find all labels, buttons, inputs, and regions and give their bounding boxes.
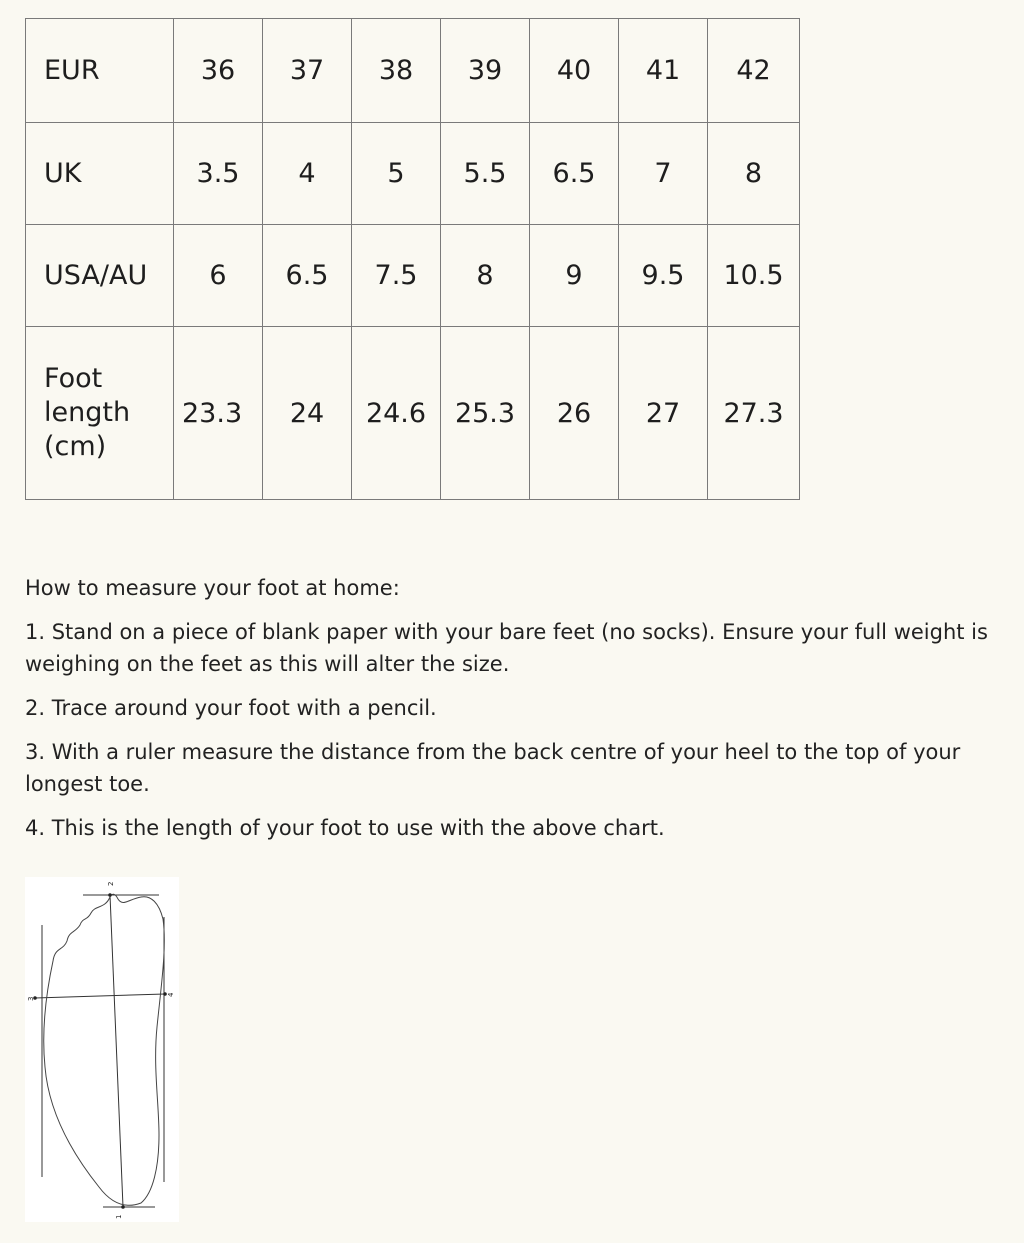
row-label-eur: EUR bbox=[26, 19, 174, 123]
row-label-line: length bbox=[44, 397, 131, 428]
point-marker-icon bbox=[108, 893, 112, 897]
instruction-step: 4. This is the length of your foot to use with the above chart. bbox=[25, 816, 665, 840]
measurement-instructions bbox=[25, 572, 990, 856]
size-cell: 24.6 bbox=[352, 327, 441, 500]
size-chart-table bbox=[25, 18, 800, 500]
size-cell: 26 bbox=[530, 327, 619, 500]
size-cell: 36 bbox=[174, 19, 263, 123]
size-cell: 7 bbox=[619, 123, 708, 225]
instruction-step: 2. Trace around your foot with a pencil. bbox=[25, 696, 437, 720]
foot-outline-illustration bbox=[25, 877, 179, 1222]
width-measure-line bbox=[35, 994, 165, 998]
size-cell: 37 bbox=[263, 19, 352, 123]
size-cell: 39 bbox=[441, 19, 530, 123]
row-label-uk: UK bbox=[26, 123, 174, 225]
point-label: 1 bbox=[115, 1214, 123, 1219]
size-cell: 9 bbox=[530, 225, 619, 327]
foot-outline-icon bbox=[44, 894, 165, 1205]
instruction-step: 3. With a ruler measure the distance from the back centre of your heel to the top of your longest toe. bbox=[25, 740, 961, 796]
size-cell: 5.5 bbox=[441, 123, 530, 225]
foot-measurement-diagram bbox=[25, 877, 179, 1222]
size-cell: 6 bbox=[174, 225, 263, 327]
instructions-heading: How to measure your foot at home: bbox=[25, 576, 400, 600]
size-cell: 10.5 bbox=[708, 225, 800, 327]
size-cell: 38 bbox=[352, 19, 441, 123]
size-cell: 8 bbox=[441, 225, 530, 327]
row-label-line: Foot bbox=[44, 363, 103, 394]
size-cell: 7.5 bbox=[352, 225, 441, 327]
size-cell: 42 bbox=[708, 19, 800, 123]
eur-row bbox=[26, 19, 800, 123]
length-measure-line bbox=[110, 895, 123, 1207]
size-cell: 41 bbox=[619, 19, 708, 123]
row-label-usa-au: USA/AU bbox=[26, 225, 174, 327]
point-label: 2 bbox=[107, 881, 115, 886]
size-cell: 6.5 bbox=[263, 225, 352, 327]
size-cell: 27.3 bbox=[708, 327, 800, 500]
size-cell: 25.3 bbox=[441, 327, 530, 500]
size-cell: 9.5 bbox=[619, 225, 708, 327]
usa-au-row bbox=[26, 225, 800, 327]
size-cell: 6.5 bbox=[530, 123, 619, 225]
size-cell: 23.3 bbox=[174, 327, 263, 500]
size-cell: 27 bbox=[619, 327, 708, 500]
size-cell: 3.5 bbox=[174, 123, 263, 225]
point-label: 4 bbox=[167, 992, 175, 997]
uk-row bbox=[26, 123, 800, 225]
size-cell: 5 bbox=[352, 123, 441, 225]
size-cell: 4 bbox=[263, 123, 352, 225]
size-cell: 40 bbox=[530, 19, 619, 123]
size-cell: 24 bbox=[263, 327, 352, 500]
size-cell: 8 bbox=[708, 123, 800, 225]
instruction-step: 1. Stand on a piece of blank paper with your bare feet (no socks). Ensure your full weight is weighing on the feet as this will alter the size. bbox=[25, 620, 988, 676]
row-label-line: (cm) bbox=[44, 431, 107, 462]
point-label: 3 bbox=[27, 996, 35, 1001]
point-marker-icon bbox=[121, 1205, 125, 1209]
foot-length-row bbox=[26, 327, 800, 500]
row-label-foot-length bbox=[26, 327, 174, 500]
